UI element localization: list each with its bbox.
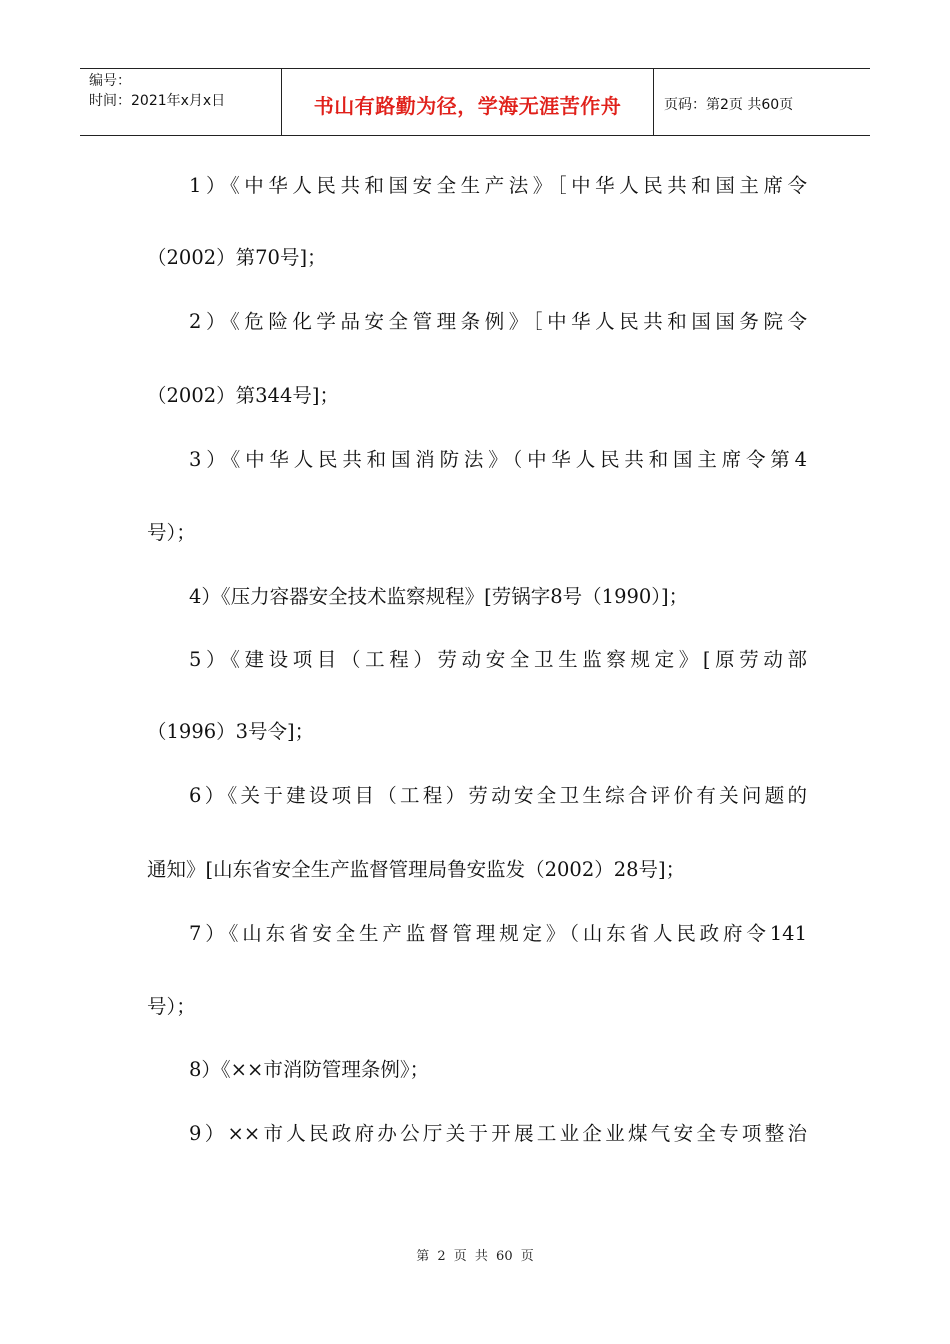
body-line: （2002）第344号]； [147, 384, 339, 407]
body-line: 9）××市人民政府办公厅关于开展工业企业煤气安全专项整治 [189, 1122, 807, 1145]
header-page-info: 页码：第2页 共60页 [664, 97, 794, 113]
body-line: 7）《山东省安全生产监督管理规定》（山东省人民政府令141 [189, 922, 807, 945]
body-line: 通知》[山东省安全生产监督管理局鲁安监发（2002）28号]； [147, 858, 686, 881]
body-line: 1）《中华人民共和国安全生产法》［中华人民共和国主席令 [189, 174, 807, 197]
body-line: （1996）3号令]； [147, 720, 315, 743]
body-line: 3）《中华人民共和国消防法》（中华人民共和国主席令第4 [189, 448, 807, 471]
body-line: 8）《××市消防管理条例》； [189, 1058, 430, 1081]
body-line: 号）； [147, 995, 196, 1018]
header-page-cell [654, 69, 870, 135]
document-number-label: 编号： [89, 73, 131, 89]
document-time-label: 时间：2021年x月x日 [89, 93, 226, 109]
body-line: 6）《关于建设项目（工程）劳动安全卫生综合评价有关问题的 [189, 784, 807, 807]
header-meta-cell [80, 69, 282, 135]
header-motto: 书山有路勤为径，学海无涯苦作舟 [313, 93, 622, 118]
body-line: 2）《危险化学品安全管理条例》［中华人民共和国国务院令 [189, 310, 807, 333]
body-line: （2002）第70号]； [147, 246, 327, 269]
page-footer: 第 2 页 共 60 页 [416, 1249, 534, 1264]
body-line: 5）《建设项目（工程）劳动安全卫生监察规定》[原劳动部 [189, 648, 807, 671]
header-motto-cell [282, 69, 654, 135]
body-line: 4）《压力容器安全技术监察规程》[劳锅字8号（1990）]； [189, 585, 689, 608]
document-header [80, 68, 870, 136]
body-line: 号）； [147, 521, 196, 544]
